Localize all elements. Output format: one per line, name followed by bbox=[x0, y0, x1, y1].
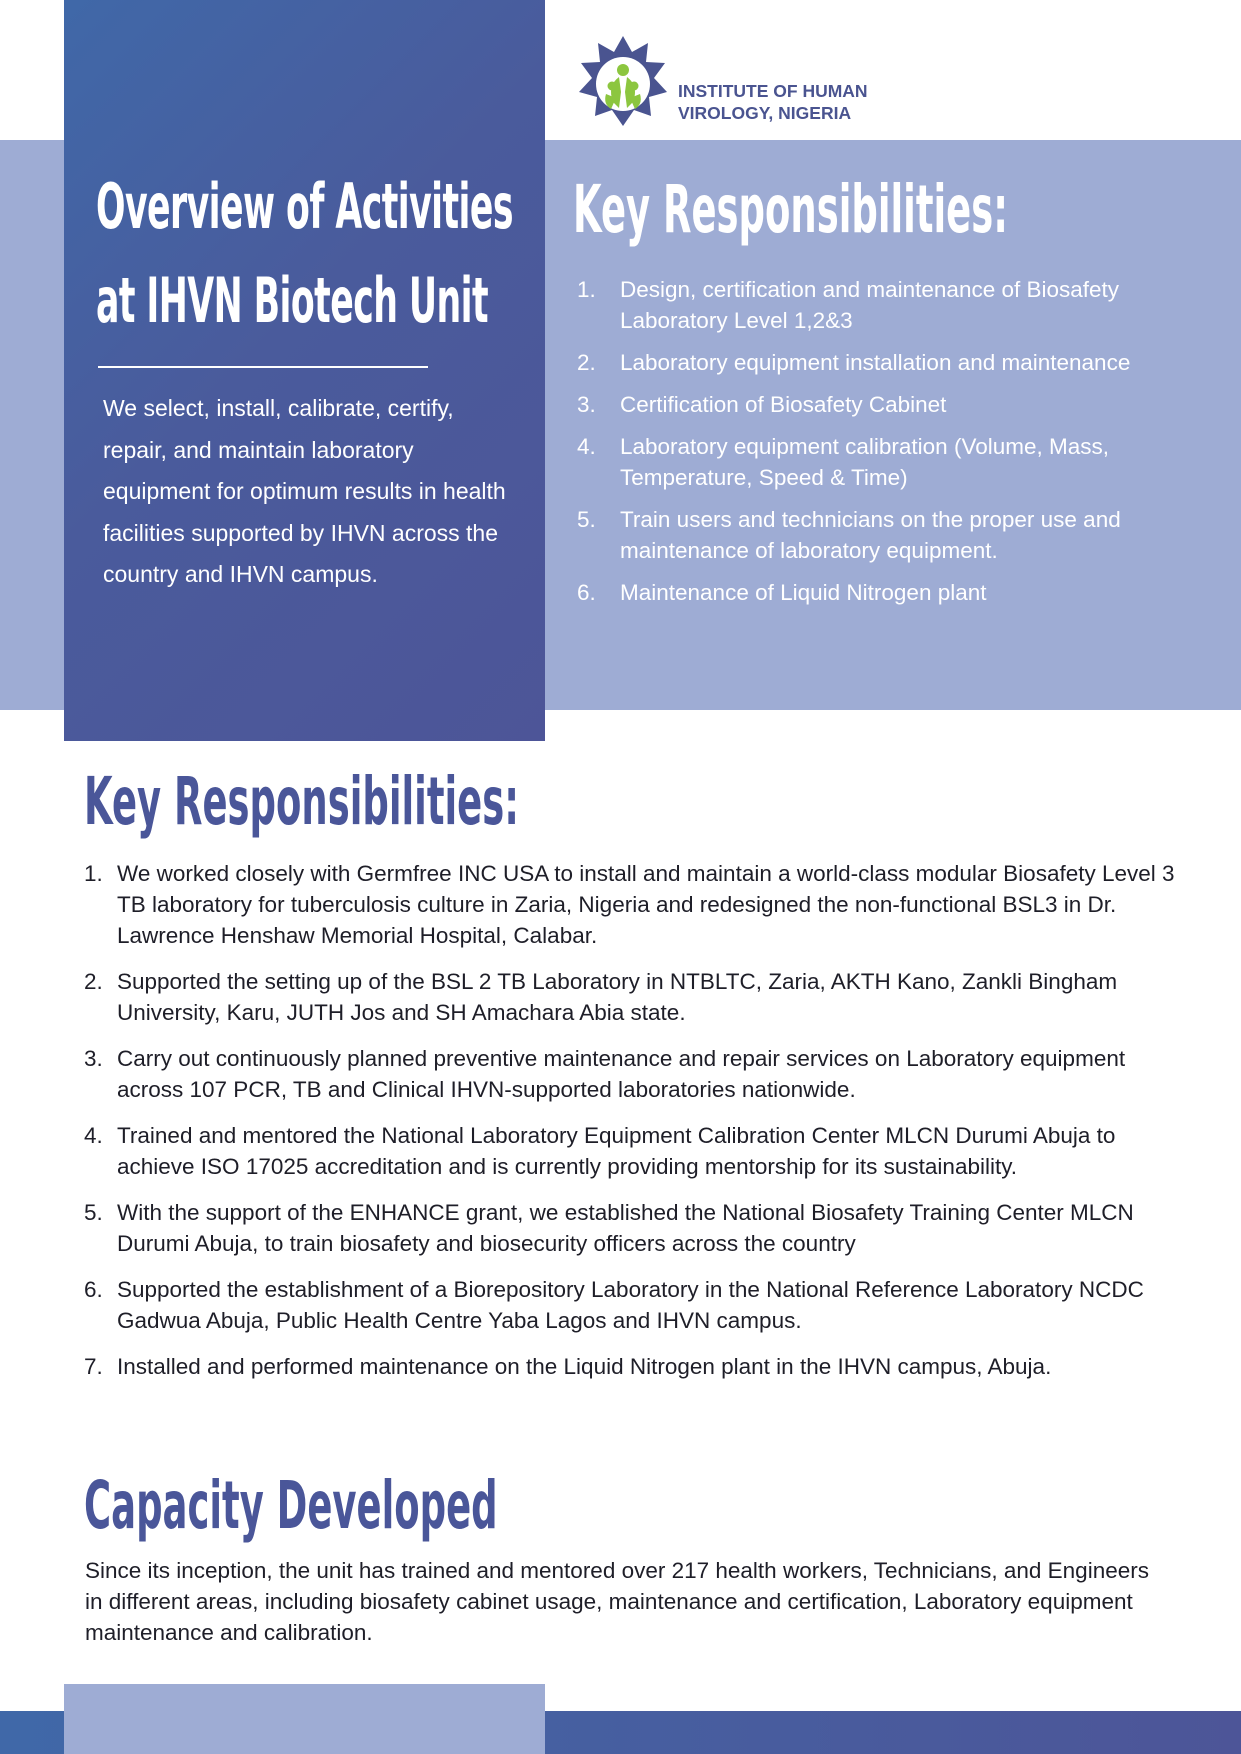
list-item bbox=[577, 274, 1207, 336]
list-number: 4. bbox=[577, 434, 596, 459]
list-text: Laboratory equipment installation and maintenance bbox=[620, 350, 1131, 375]
logo-line2: VIROLOGY, NIGERIA bbox=[678, 103, 852, 123]
main-responsibilities-list bbox=[84, 858, 1194, 1397]
list-text: Laboratory equipment calibration (Volume, Mass, Temperature, Speed & Time) bbox=[620, 434, 1110, 490]
list-item bbox=[577, 504, 1207, 566]
panel-responsibilities-list bbox=[577, 274, 1207, 619]
list-text: Certification of Biosafety Cabinet bbox=[620, 392, 947, 417]
list-item bbox=[84, 966, 1194, 1028]
list-number: 6. bbox=[84, 1277, 103, 1302]
overview-title bbox=[96, 160, 538, 348]
main-responsibilities-title: Key Responsibilities: bbox=[84, 763, 520, 840]
list-number: 2. bbox=[84, 969, 103, 994]
overview-body: We select, install, calibrate, certify, repair, and maintain laboratory equipment for optimum results in health facilities supported by IHVN across the country and IHVN campus. bbox=[103, 395, 506, 587]
list-text: With the support of the ENHANCE grant, we established the National Biosafety Training Center MLCN Durumi Abuja, to train biosafety and biosecurity officers across the country bbox=[117, 1200, 1134, 1256]
list-item bbox=[84, 1351, 1194, 1382]
list-number: 3. bbox=[84, 1046, 103, 1071]
list-number: 7. bbox=[84, 1354, 103, 1379]
list-number: 1. bbox=[577, 277, 596, 302]
list-number: 2. bbox=[577, 350, 596, 375]
capacity-body: Since its inception, the unit has trained and mentored over 217 health workers, Technicians, and Engineers in different areas, including biosafety cabinet usage, maintenance and certification, Laboratory equipment maintenance and calibration. bbox=[85, 1558, 1149, 1645]
list-number: 4. bbox=[84, 1123, 103, 1148]
list-number: 3. bbox=[577, 392, 596, 417]
panel-responsibilities-title: Key Responsibilities: bbox=[573, 171, 1009, 248]
list-item bbox=[84, 858, 1194, 951]
overview-title-line1: Overview of Activities bbox=[96, 170, 513, 243]
overview-panel bbox=[64, 0, 545, 741]
list-item bbox=[84, 1043, 1194, 1105]
list-text: Installed and performed maintenance on the Liquid Nitrogen plant in the IHVN campus, Abuja. bbox=[117, 1354, 1052, 1379]
list-number: 1. bbox=[84, 861, 103, 886]
list-item bbox=[577, 431, 1207, 493]
list-text: Train users and technicians on the proper use and maintenance of laboratory equipment. bbox=[620, 507, 1121, 563]
list-item bbox=[84, 1274, 1194, 1336]
list-text: Design, certification and maintenance of Biosafety Laboratory Level 1,2&3 bbox=[620, 277, 1120, 333]
list-item bbox=[84, 1120, 1194, 1182]
list-number: 5. bbox=[84, 1200, 103, 1225]
list-item bbox=[577, 577, 1207, 608]
list-text: Supported the establishment of a Biorepository Laboratory in the National Reference Laboratory NCDC Gadwua Abuja, Public Health Centre Yaba Lagos and IHVN campus. bbox=[117, 1277, 1144, 1333]
list-text: Carry out continuously planned preventive maintenance and repair services on Laboratory equipment across 107 PCR, TB and Clinical IHVN-supported laboratories nationwide. bbox=[117, 1046, 1126, 1102]
capacity-title: Capacity Developed bbox=[84, 1467, 498, 1544]
logo-line1: INSTITUTE OF HUMAN bbox=[678, 81, 868, 101]
list-text: We worked closely with Germfree INC USA to install and maintain a world-class modular Biosafety Level 3 TB laboratory for tuberculosis culture in Zaria, Nigeria and redesigned the non-functional BSL3 in Dr. Lawrence Henshaw Memorial Hospital, Calabar. bbox=[117, 861, 1175, 948]
list-text: Supported the setting up of the BSL 2 TB Laboratory in NTBLTC, Zaria, AKTH Kano, Zankli Bingham University, Karu, JUTH Jos and SH Amachara Abia state. bbox=[117, 969, 1118, 1025]
list-item bbox=[84, 1197, 1194, 1259]
title-divider bbox=[98, 366, 428, 368]
list-item bbox=[577, 347, 1207, 378]
logo-text bbox=[678, 80, 868, 124]
list-number: 6. bbox=[577, 580, 596, 605]
list-text: Trained and mentored the National Laboratory Equipment Calibration Center MLCN Durumi Abuja to achieve ISO 17025 accreditation and is currently providing mentorship for its sustainability. bbox=[117, 1123, 1116, 1179]
footer-light-block bbox=[64, 1684, 545, 1754]
list-item bbox=[577, 389, 1207, 420]
list-number: 5. bbox=[577, 507, 596, 532]
list-text: Maintenance of Liquid Nitrogen plant bbox=[620, 580, 987, 605]
overview-title-line2: at IHVN Biotech Unit bbox=[96, 264, 489, 337]
